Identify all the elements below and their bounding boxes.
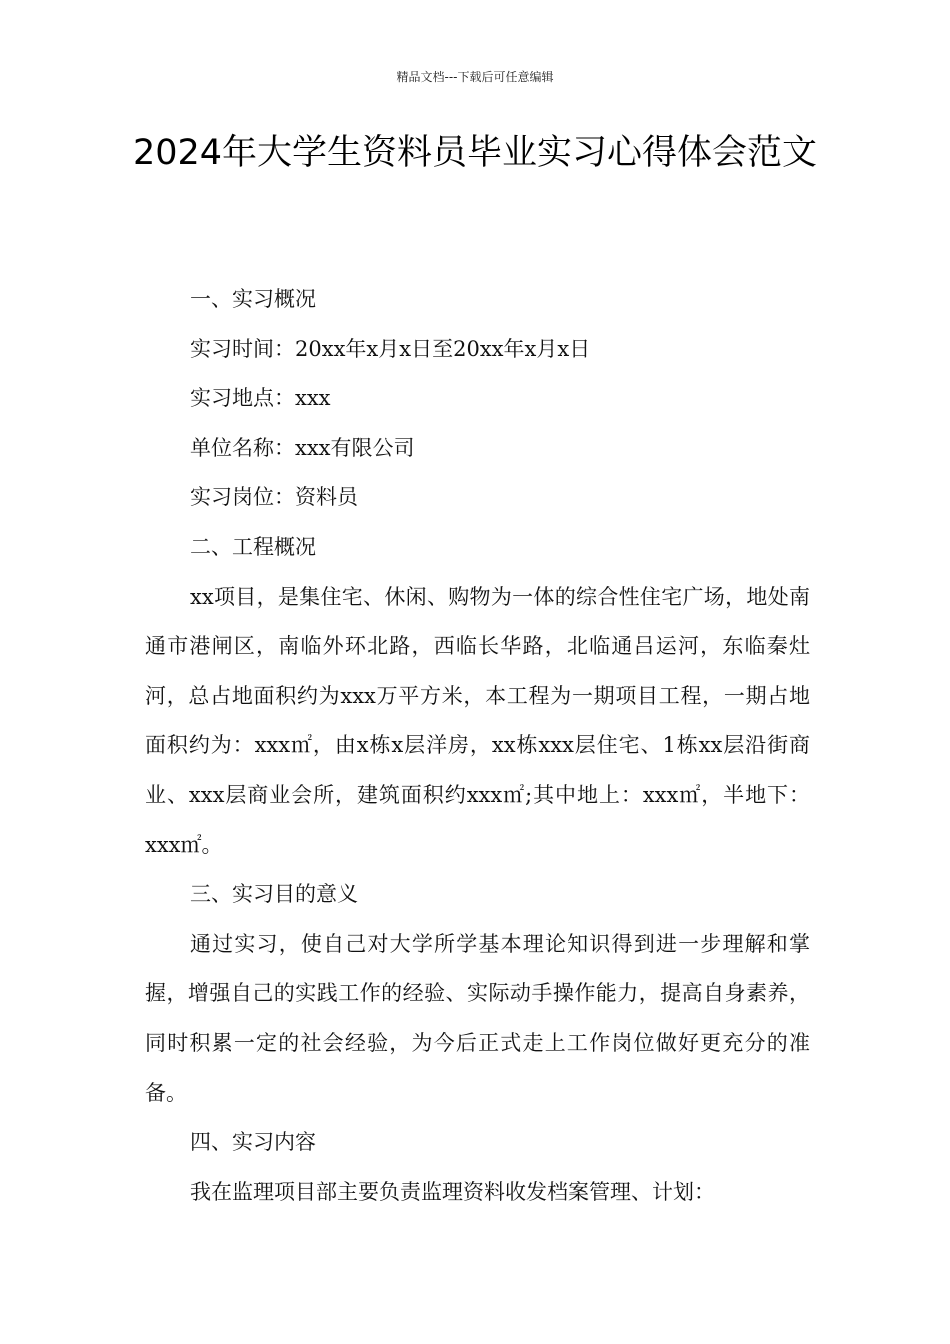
section-heading-content: 四、实习内容 <box>190 1130 316 1155</box>
document-title: 2024年大学生资料员毕业实习心得体会范文 <box>132 133 818 173</box>
project-description: xx项目，是集住宅、休闲、购物为一体的综合性住宅广场，地处南通市港闸区，南临外环北路，西临长华路，北临通吕运河，东临秦灶河，总占地面积约为xxx万平方米，本工程为一期项目工程，一期占地面积约为：xxx㎡，由x栋x层洋房，xx栋xxx层住宅、1栋xx层沿街商业、xxx层商业会所，建筑面积约xxx㎡;其中地上：xxx㎡，半地下：xxx㎡。 <box>145 584 810 857</box>
page-header: 精品文档---下载后可任意编辑 <box>396 70 554 84</box>
section-heading-overview: 一、实习概况 <box>190 287 316 311</box>
document-body <box>145 275 810 1217</box>
purpose-description: 通过实习，使自己对大学所学基本理论知识得到进一步理解和掌握，增强自己的实践工作的经验、实际动手操作能力，提高自身素养，同时积累一定的社会经验，为今后正式走上工作岗位做好更充分的准备。 <box>145 931 810 1105</box>
section-heading-purpose: 三、实习目的意义 <box>190 882 358 907</box>
internship-time: 实习时间：20xx年x月x日至20xx年x月x日 <box>190 336 591 361</box>
content-description: 我在监理项目部主要负责监理资料收发档案管理、计划： <box>190 1179 715 1204</box>
internship-position: 实习岗位：资料员 <box>190 485 358 510</box>
company-name: 单位名称：xxx有限公司 <box>190 435 415 460</box>
internship-location: 实习地点：xxx <box>190 386 331 411</box>
section-heading-project: 二、工程概况 <box>190 534 316 559</box>
